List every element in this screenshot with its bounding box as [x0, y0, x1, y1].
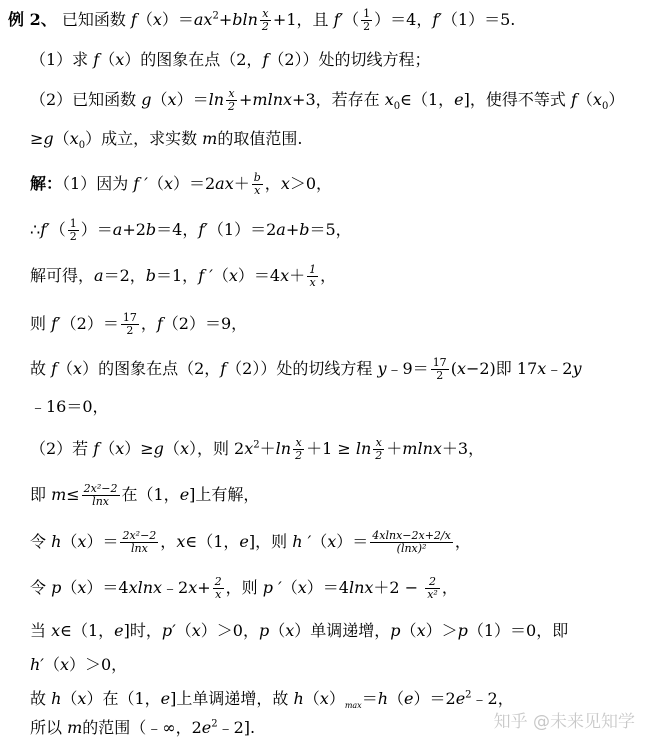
- text: ＝4，: [156, 220, 199, 239]
- text: f ′: [133, 174, 148, 193]
- text: x: [188, 578, 198, 597]
- example-title-line: [8, 8, 515, 33]
- text: 2: [425, 576, 440, 589]
- fraction: [373, 437, 384, 462]
- text: a: [276, 220, 286, 239]
- text: ＋3，: [441, 439, 485, 458]
- text: 17: [432, 356, 447, 369]
- text: ）单调递增，: [294, 621, 391, 640]
- text: m: [202, 129, 218, 148]
- text: 2: [214, 575, 222, 588]
- text: （: [151, 90, 168, 109]
- text: x: [373, 437, 384, 450]
- text: ＋: [289, 266, 306, 285]
- text: y: [377, 359, 387, 378]
- text: ＝5，: [309, 220, 352, 239]
- solution-label: 解：: [30, 174, 63, 193]
- text: ln: [355, 439, 372, 458]
- text: 2: [261, 20, 269, 33]
- text: 2: [253, 439, 260, 451]
- text: p: [390, 621, 401, 640]
- text: ，则: [225, 578, 263, 597]
- text: h ′: [292, 532, 312, 551]
- text: ）＝: [80, 220, 113, 239]
- text: f′: [432, 10, 442, 29]
- text: ）＝2: [413, 689, 456, 708]
- text: ax: [193, 10, 213, 29]
- text: f: [130, 10, 137, 29]
- text: （: [61, 689, 78, 708]
- text: ∈（1，: [185, 532, 240, 551]
- text: f ′: [198, 266, 213, 285]
- text: 2x²−2: [122, 529, 157, 542]
- text: ）的图象在点（2，: [82, 359, 221, 378]
- text: +: [218, 10, 233, 29]
- text: h: [377, 689, 389, 708]
- text: x: [51, 621, 61, 640]
- text: h: [51, 689, 62, 708]
- text: 2: [465, 689, 472, 701]
- text: 2: [436, 369, 444, 382]
- text: x²: [427, 588, 438, 601]
- text: 4xlnx−2x+2/x: [372, 529, 451, 542]
- fraction: [120, 530, 158, 555]
- text: x: [77, 578, 87, 597]
- text: 1: [309, 263, 317, 276]
- text: ，: [264, 174, 281, 193]
- text: ）的图象在点（2，: [124, 50, 263, 69]
- text: （: [57, 359, 74, 378]
- text: x: [152, 10, 162, 29]
- text: 当: [30, 621, 52, 640]
- text: b: [299, 220, 310, 239]
- text: h: [293, 689, 304, 708]
- text: ）: [608, 90, 625, 109]
- text: ＝1，: [156, 266, 199, 285]
- solution-line-2: [30, 218, 352, 243]
- text: 1: [363, 7, 371, 20]
- text: p′: [161, 621, 176, 640]
- text: e: [179, 485, 190, 504]
- text: （: [175, 621, 192, 640]
- text: （: [53, 129, 70, 148]
- text: 2x²−2: [83, 482, 118, 495]
- text: 2: [126, 324, 134, 337]
- text: f: [93, 439, 100, 458]
- text: x: [176, 532, 186, 551]
- text: x: [226, 88, 237, 101]
- text: ＞0，: [289, 174, 333, 193]
- text: bln: [232, 10, 258, 29]
- text: x: [228, 266, 238, 285]
- text: ﹣2，: [471, 689, 514, 708]
- text: +2: [122, 220, 146, 239]
- text: lnx: [130, 542, 148, 555]
- solution-line-10: [30, 620, 568, 642]
- text: 2: [69, 230, 77, 243]
- text: f: [570, 90, 577, 109]
- text: f′: [40, 220, 50, 239]
- text: ﹣9＝: [386, 359, 429, 378]
- text: x: [191, 621, 201, 640]
- text: h′: [30, 655, 44, 674]
- text: lnx: [92, 495, 109, 508]
- text: （: [400, 621, 417, 640]
- text: f: [93, 50, 100, 69]
- text: （: [269, 621, 286, 640]
- solution-line-5: [30, 357, 582, 382]
- text: f: [51, 359, 58, 378]
- text: ∴: [30, 220, 41, 239]
- text: ）＞: [425, 621, 458, 640]
- text: 已知函数: [61, 10, 131, 29]
- text: ∈（1，: [400, 90, 455, 109]
- text: x: [73, 359, 83, 378]
- fraction: [307, 264, 318, 289]
- text: （2）＝: [60, 314, 119, 333]
- text: 2: [212, 10, 219, 22]
- text: ]，使得不等式: [463, 90, 571, 109]
- solution-line-3: [30, 264, 336, 289]
- text: ＋: [259, 439, 276, 458]
- question-part-2-cont: [30, 128, 302, 150]
- text: x: [215, 588, 222, 601]
- text: a: [94, 266, 104, 285]
- text: x: [280, 266, 290, 285]
- text: x: [254, 184, 261, 197]
- text: x: [280, 174, 290, 193]
- text: 2: [228, 100, 236, 113]
- text: p ′: [262, 578, 282, 597]
- question-part-1: [30, 49, 431, 71]
- text: xlnx: [128, 578, 163, 597]
- text: x: [115, 50, 125, 69]
- text: 0: [393, 101, 401, 113]
- solution-line-9: [30, 576, 458, 601]
- text: x: [537, 359, 547, 378]
- text: ]时，: [123, 621, 162, 640]
- text: ）＝: [86, 532, 119, 551]
- text: ln: [275, 439, 292, 458]
- text: （: [343, 10, 360, 29]
- text: e: [239, 532, 249, 551]
- solution-line-10-cont: [30, 654, 127, 676]
- text: ]，则: [248, 532, 293, 551]
- text: （: [212, 266, 229, 285]
- text: （1）因为: [62, 174, 134, 193]
- solution-line-1: [30, 172, 332, 197]
- text: x: [77, 532, 87, 551]
- text: f: [262, 50, 269, 69]
- text: 令: [30, 578, 52, 597]
- text: ＝2，: [103, 266, 146, 285]
- text: （2）若: [30, 439, 94, 458]
- text: 故: [30, 689, 52, 708]
- text: b: [145, 266, 156, 285]
- text: （: [281, 578, 298, 597]
- text: ）: [328, 689, 345, 708]
- text: x: [59, 655, 69, 674]
- fraction: [68, 218, 79, 243]
- text: 所以: [30, 718, 68, 737]
- text: ）＝4: [306, 578, 349, 597]
- text: +: [197, 578, 211, 597]
- text: ，: [441, 578, 458, 597]
- text: （: [99, 50, 116, 69]
- text: y: [572, 359, 582, 378]
- text: 1: [69, 217, 77, 230]
- fraction: [293, 437, 304, 462]
- text: ）＞0，: [200, 621, 259, 640]
- text: x: [416, 621, 426, 640]
- example-label: 例 2、: [8, 10, 57, 29]
- text: 17: [122, 311, 137, 324]
- text: 在（1，: [121, 485, 180, 504]
- text: x: [179, 439, 189, 458]
- text: f′: [333, 10, 344, 29]
- text: 故: [30, 359, 52, 378]
- text: （: [49, 220, 66, 239]
- text: （: [388, 689, 405, 708]
- text: lnx: [348, 578, 374, 597]
- text: ，: [454, 532, 471, 551]
- text: e: [404, 689, 414, 708]
- text: x: [456, 359, 466, 378]
- text: ，: [320, 266, 337, 285]
- fraction: [252, 172, 263, 197]
- text: ﹣2: [546, 359, 573, 378]
- text: x: [319, 689, 329, 708]
- text: max: [344, 701, 362, 711]
- text: ）＝: [336, 532, 369, 551]
- text: ＋: [386, 439, 403, 458]
- solution-line-8: [30, 530, 471, 555]
- text: f: [220, 359, 227, 378]
- text: （2））处的切线方程: [226, 359, 378, 378]
- text: ＋: [233, 174, 250, 193]
- question-part-2: [30, 88, 624, 113]
- text: x: [69, 129, 79, 148]
- text: ∈（1，: [60, 621, 115, 640]
- solution-line-4: [30, 312, 247, 337]
- text: （: [136, 10, 153, 29]
- text: x: [285, 621, 295, 640]
- text: 的范围（﹣∞，2: [82, 718, 202, 737]
- fraction: [260, 8, 271, 33]
- text: e: [201, 718, 212, 737]
- text: （: [99, 439, 116, 458]
- text: ）＝4: [237, 266, 281, 285]
- text: e: [454, 90, 464, 109]
- fraction: [370, 530, 453, 555]
- text: −2)即 17: [465, 359, 538, 378]
- text: 2: [363, 20, 371, 33]
- text: ]上有解，: [189, 485, 260, 504]
- zhihu-watermark: 知乎 @未来见知学: [493, 712, 635, 732]
- fraction: [213, 576, 224, 601]
- text: b: [145, 220, 157, 239]
- text: (lnx)²: [396, 542, 427, 555]
- text: e: [160, 689, 171, 708]
- text: f′: [51, 314, 61, 333]
- text: m: [51, 485, 67, 504]
- solution-line-6: [30, 437, 484, 462]
- text: g: [43, 129, 54, 148]
- fraction: [82, 483, 120, 508]
- fraction: [361, 8, 372, 33]
- text: m: [67, 718, 83, 737]
- text: ＝: [361, 689, 378, 708]
- text: ＋1 ≥: [306, 439, 356, 458]
- text: ）＞0，: [68, 655, 128, 674]
- fraction: [425, 576, 440, 601]
- text: 0: [601, 101, 609, 113]
- text: b: [253, 171, 261, 184]
- text: ﹣2: [162, 578, 189, 597]
- text: 则: [30, 314, 52, 333]
- text: x: [327, 532, 337, 551]
- text: ）＝4，: [374, 10, 433, 29]
- text: 的取值范围.: [217, 129, 303, 148]
- text: ）在（1，: [86, 689, 161, 708]
- text: ＋2 −: [373, 578, 424, 597]
- text: f′: [198, 220, 208, 239]
- text: x: [244, 439, 254, 458]
- text: x: [309, 276, 316, 289]
- text: （: [61, 578, 78, 597]
- text: 2: [375, 449, 383, 462]
- text: g: [141, 90, 152, 109]
- text: ），则 2: [188, 439, 245, 458]
- text: ≤: [66, 485, 80, 504]
- text: ）≥: [124, 439, 154, 458]
- solution-line-12: [30, 717, 255, 739]
- text: x: [384, 90, 394, 109]
- text: ）＝4: [86, 578, 129, 597]
- text: （: [43, 655, 60, 674]
- text: ≥: [30, 129, 44, 148]
- text: 令: [30, 532, 52, 551]
- text: +: [239, 90, 253, 109]
- text: （: [147, 174, 164, 193]
- text: （: [163, 439, 180, 458]
- text: +1，且: [272, 10, 334, 29]
- text: p: [51, 578, 62, 597]
- text: 即: [30, 485, 52, 504]
- text: e: [455, 689, 466, 708]
- text: ）成立，求实数: [85, 129, 203, 148]
- text: ﹣16＝0，: [30, 397, 109, 416]
- text: f: [156, 314, 163, 333]
- text: 0: [78, 140, 86, 152]
- text: (: [450, 359, 457, 378]
- text: p: [457, 621, 468, 640]
- text: g: [153, 439, 164, 458]
- text: p: [258, 621, 270, 640]
- fraction: [121, 312, 139, 337]
- text: mlnx: [402, 439, 442, 458]
- text: e: [114, 621, 124, 640]
- text: x: [167, 90, 177, 109]
- text: （: [61, 532, 78, 551]
- text: （: [311, 532, 328, 551]
- solution-line-11: [30, 688, 514, 710]
- text: （: [576, 90, 593, 109]
- text: 2: [211, 718, 218, 730]
- text: a: [112, 220, 123, 239]
- solution-line-7: [30, 483, 259, 508]
- text: +3，若存在: [292, 90, 385, 109]
- text: ax: [215, 174, 234, 193]
- fraction: [431, 357, 449, 382]
- text: x: [297, 578, 307, 597]
- text: ln: [208, 90, 225, 109]
- text: ﹣2].: [217, 718, 256, 737]
- text: x: [163, 174, 173, 193]
- text: x: [592, 90, 602, 109]
- text: ，: [160, 532, 177, 551]
- text: （1）＝5.: [441, 10, 516, 29]
- text: x: [293, 437, 304, 450]
- text: x: [77, 689, 87, 708]
- text: （: [303, 689, 320, 708]
- text: x: [115, 439, 125, 458]
- text: （1）＝0，即: [467, 621, 569, 640]
- text: ）＝: [161, 10, 194, 29]
- text: x: [260, 8, 271, 21]
- text: （1）求: [30, 50, 94, 69]
- text: （2）已知函数: [30, 90, 142, 109]
- text: 解可得，: [30, 266, 95, 285]
- text: （1）＝2: [207, 220, 277, 239]
- text: h: [51, 532, 62, 551]
- text: 2: [295, 449, 303, 462]
- text: mlnx: [252, 90, 293, 109]
- text: +: [285, 220, 300, 239]
- text: ，: [140, 314, 157, 333]
- text: ]上单调递增，故: [170, 689, 294, 708]
- text: ）＝2: [172, 174, 216, 193]
- text: （2）＝9，: [162, 314, 248, 333]
- fraction: [226, 88, 237, 113]
- text: ）＝: [176, 90, 209, 109]
- text: （2））处的切线方程；: [268, 50, 431, 69]
- solution-line-5-cont: [30, 396, 109, 418]
